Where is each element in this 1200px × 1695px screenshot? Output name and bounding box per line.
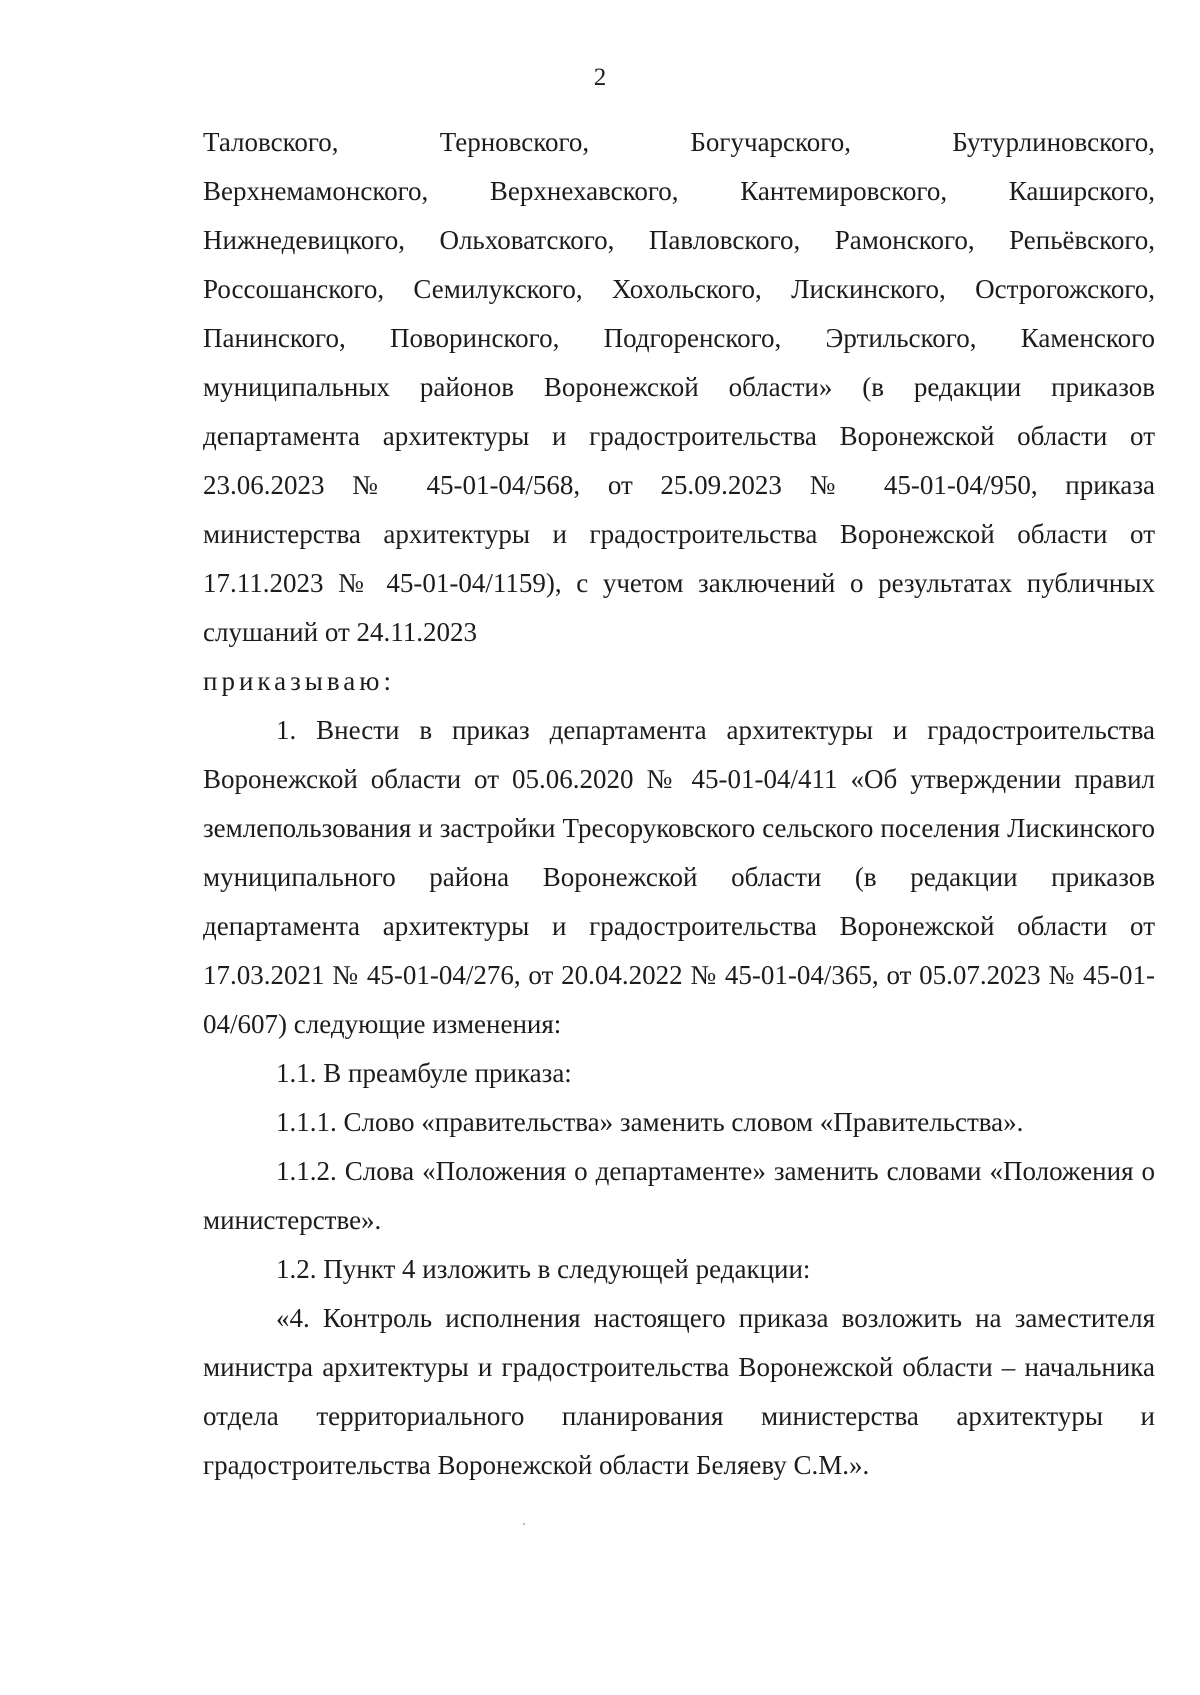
page-number: 2: [593, 64, 607, 91]
intro-line-4: Россошанского, Семилукского, Хохольского, Лискинского, Острогожского,: [203, 274, 1155, 304]
intro-line-1: Таловского, Терновского, Богучарского, Бутурлиновского,: [203, 127, 1155, 157]
intro-line-9: министерства архитектуры и градостроительства Воронежской области от: [203, 519, 1155, 549]
intro-line-8: 23.06.2023 № 45-01-04/568, от 25.09.2023 № 45-01-04/950, приказа: [203, 470, 1155, 500]
item-1-1-1-paragraph: 1.1.1. Слово «правительства» заменить словом «Правительства».: [276, 1107, 1024, 1137]
intro-line-6: муниципальных районов Воронежской области» (в редакции приказов: [203, 372, 1155, 402]
item-1-1-paragraph: 1.1. В преамбуле приказа:: [276, 1058, 572, 1088]
item-4-quote-paragraph: «4. Контроль исполнения настоящего приказа возложить на заместителя министра архитектуры и градостроительства Воронежской области – начальника отдела территориального планирования министерства архитектуры и градостроительства Воронежской области Беляеву С.М.».: [203, 1303, 1155, 1480]
item-1-2-paragraph: 1.2. Пункт 4 изложить в следующей редакции:: [276, 1254, 811, 1284]
document-body: [203, 118, 1155, 1490]
intro-line-2: Верхнемамонского, Верхнехавского, Кантемировского, Каширского,: [203, 176, 1155, 206]
item-1-paragraph: 1. Внести в приказ департамента архитектуры и градостроительства Воронежской области от 05.06.2020 № 45-01-04/411 «Об утверждении правил землепользования и застройки Тресоруковского сельского поселения Лискинского муниципального района Воронежской области (в редакции приказов департамента архитектуры и градостроительства Воронежской области от 17.03.2021 № 45-01-04/276, от 20.04.2022 № 45-01-04/365, от 05.07.2023 № 45-01-04/607) следующие изменения:: [203, 715, 1155, 1039]
intro-line-11: слушаний от 24.11.2023: [203, 617, 478, 647]
order-word: приказываю:: [203, 666, 395, 696]
scan-speck: [523, 1523, 525, 1525]
intro-line-5: Панинского, Поворинского, Подгоренского, Эртильского, Каменского: [203, 323, 1155, 353]
item-1-1-2-paragraph: 1.1.2. Слова «Положения о департаменте» заменить словами «Положения о министерстве».: [203, 1156, 1155, 1235]
intro-line-7: департамента архитектуры и градостроительства Воронежской области от: [203, 421, 1155, 451]
intro-line-10: 17.11.2023 № 45-01-04/1159), с учетом заключений о результатах публичных: [203, 568, 1155, 598]
intro-line-3: Нижнедевицкого, Ольховатского, Павловского, Рамонского, Репьёвского,: [203, 225, 1155, 255]
